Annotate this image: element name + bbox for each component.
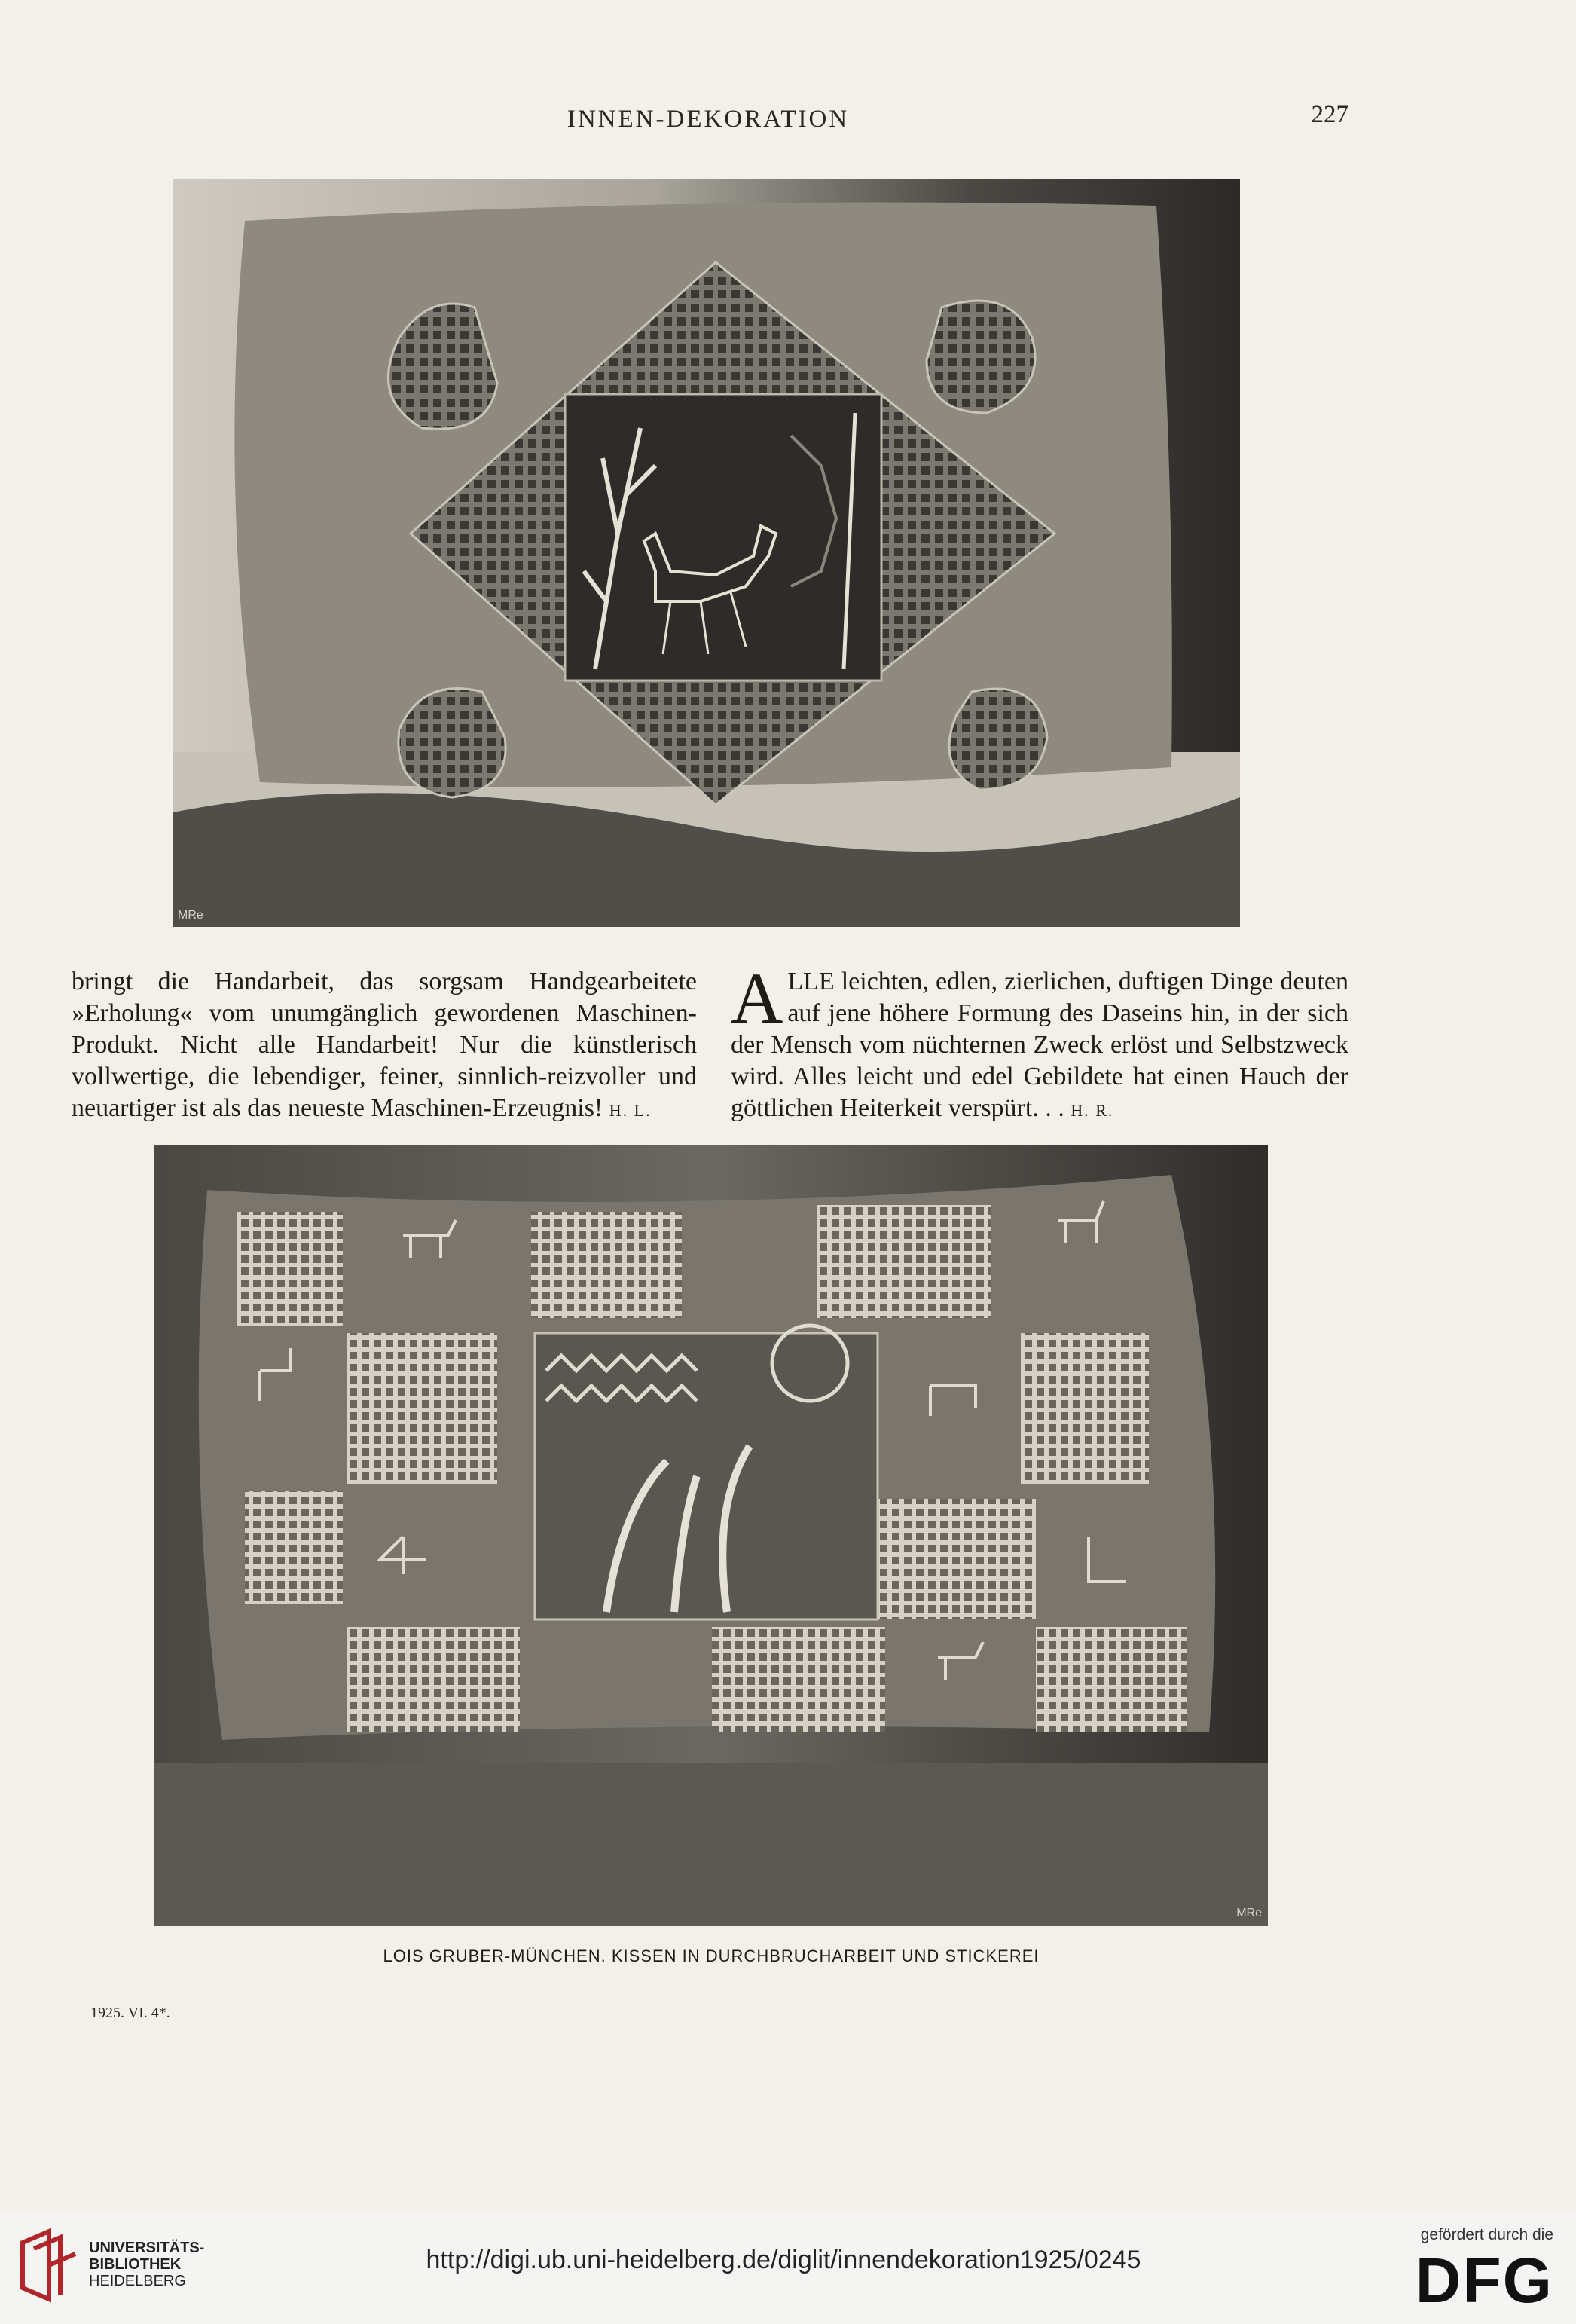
library-name [89,2240,204,2289]
left-paragraph [72,966,697,1127]
library-name-line1: UNIVERSITÄTS- [89,2240,205,2256]
top-cushion-illustration [173,179,1240,927]
volume-imprint: 1925. VI. 4*. [90,2004,170,2021]
bottom-cushion-photo [154,1145,1268,1926]
left-text-column [72,966,697,1127]
top-cushion-photo [173,179,1240,927]
right-paragraph-text: LLE leichten, edlen, zierlichen, duftigen Dinge deuten auf jene höhere Formung des Daseins hin, in der sich der Mensch vom nüchternen Zweck erlöst und Selbstzweck wird. Alles leicht und edel Gebildete hat einen Hauch der göttlichen Heiterkeit verspürt. . . [731,968,1348,1122]
dfg-logo: DFG [1415,2245,1553,2316]
permalink[interactable]: http://digi.ub.uni-heidelberg.de/diglit/innendekoration1925/0245 [426,2246,1141,2274]
library-name-line3: HEIDELBERG [89,2273,186,2289]
photo-caption: LOIS GRUBER-MÜNCHEN. KISSEN IN DURCHBRUCHARBEIT UND STICKEREI [383,1946,1040,1965]
photographer-monogram: MRe [178,909,203,922]
bottom-cushion-illustration [154,1145,1268,1926]
university-library-logo-icon [15,2228,83,2303]
running-head: INNEN-DEKORATION [567,105,850,133]
right-text-column [731,958,1348,1127]
photographer-monogram: MRe [1236,1907,1262,1919]
drop-cap: A [731,958,783,1038]
page-number: 227 [1311,101,1348,128]
funded-by-label: gefördert durch die [1420,2226,1553,2243]
left-paragraph-text: bringt die Handarbeit, das sorgsam Handgearbeitete »Erholung« vom unumgänglich gewordenen Maschinen-Produkt. Nicht alle Handarbeit! Nur die künstlerisch vollwertige, die lebendiger, feiner, sinnlich-reizvoller und neuartiger ist als das neueste Maschinen-Erzeugnis! [72,968,697,1122]
library-footer [0,2212,1576,2324]
library-name-line2: BIBLIOTHEK [89,2256,182,2273]
right-paragraph [731,958,1348,1127]
right-signature: H. R. [1071,1101,1114,1120]
left-signature: H. L. [609,1101,652,1120]
